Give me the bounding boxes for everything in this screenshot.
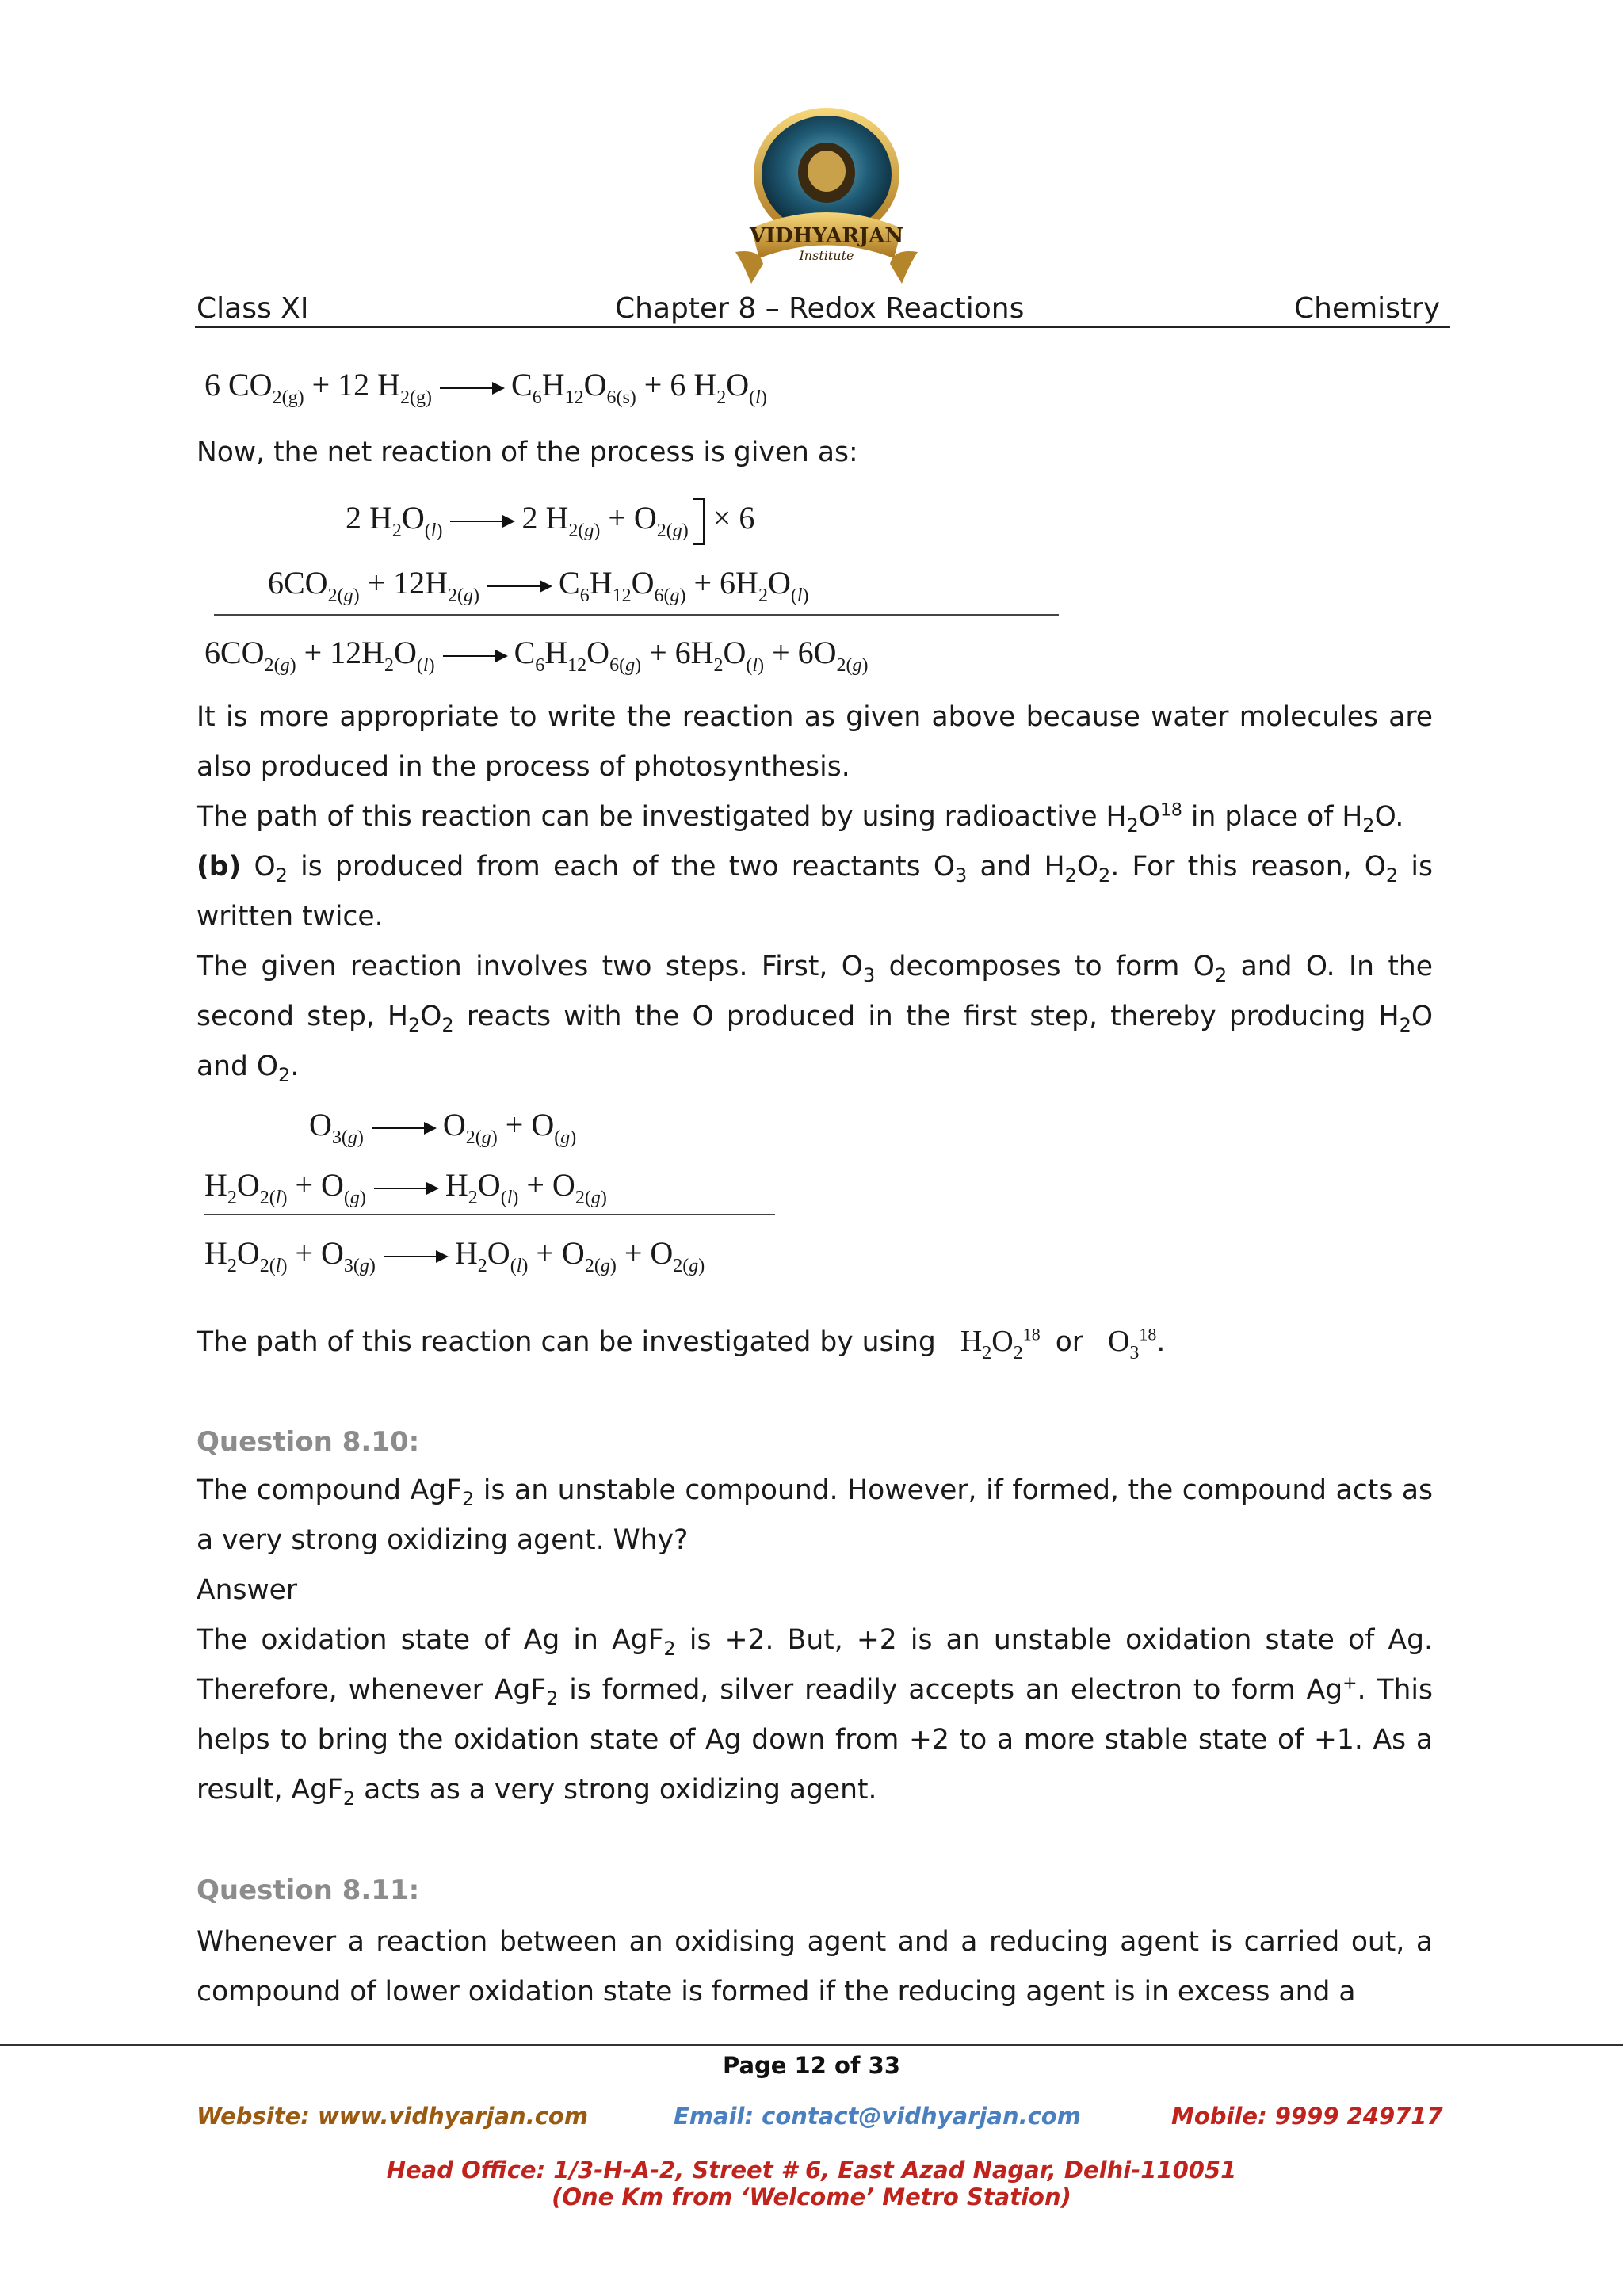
equation-photosynthesis-step: 6 $CO_{2(g)} + 12$ $H_{2(g)}$ $C_6H_{12}O_{6(s)} + 6$ $H_2O_{(l)}$	[204, 367, 767, 408]
question-8-11-title: Question 8.11:	[197, 1875, 420, 1906]
paragraph-radioactive-path: The path of this reaction can be investigated by using radioactive $H_2O^{18}$ in place of $H_2O$.	[197, 800, 1404, 837]
paragraph-explanation: It is more appropriate to write the reaction as given above because water molecules are also produced in the process of photosynthesis.	[197, 701, 1433, 783]
paragraph-path-investigate: The path of this reaction can be investigated by using $H_2O_2^{18}$ or $O_3^{18}$.	[197, 1324, 1166, 1363]
question-8-11-text: Whenever a reaction between an oxidising agent and a reducing agent is carried out, a compound of lower oxidation state is formed if the reducing agent is in excess and a	[197, 1926, 1433, 2008]
equation-net-photosynthesis: $6CO_{2(g)} + 12H_2O_{(l)}$ $C_6H_{12}O_{6(g)} + 6H_2O_{(l)} + 6O_{2(g)}$	[204, 635, 869, 676]
answer-8-10: The oxidation state of Ag in AgF$_2$ is +2. But, +2 is an unstable oxidation state of Ag. Therefore, whenever AgF$_2$ is formed, silver readily accepts an electron to form Ag+. This helps to bring the oxidation state of Ag down from +2 to a more stable state of +1. As a result, AgF$_2$ acts as a very strong oxidizing agent.	[197, 1624, 1433, 1810]
equation-ozone-decompose: $O_{3(g)}$ $O_{2(g)} + O_{(g)}$	[309, 1107, 577, 1148]
paragraph-part-b: (b) $O_2$ is produced from each of the two reactants $O_3$ and $H_2O_2$. For this reason, $O_2$ is written twice.	[197, 851, 1433, 933]
equation-water-split: 2 $H_2O_{(l)}$ 2 $H_{2(g)} + O_{2(g)} \times 6$	[346, 498, 754, 545]
svg-text:VIDHYARJAN: VIDHYARJAN	[749, 224, 904, 248]
footer-website[interactable]: Website: www.vidhyarjan.com	[197, 2103, 589, 2130]
svg-text:Institute: Institute	[799, 248, 854, 263]
equation-sum-line-2	[204, 1214, 775, 1215]
equation-glucose-formation: $6CO_{2(g)} + 12H_{2(g)}$ $C_6H_{12}O_{6(g)} + 6H_2O_{(l)}$	[268, 565, 809, 606]
answer-label: Answer	[197, 1574, 298, 1606]
equation-sum-line	[214, 614, 1059, 616]
footer-email[interactable]: Email: contact@vidhyarjan.com	[674, 2103, 1081, 2130]
footer-office: Head Office: 1/3-H-A-2, Street # 6, East Azad Nagar, Delhi-110051	[386, 2157, 1237, 2183]
paragraph-net-reaction: Now, the net reaction of the process is given as:	[197, 437, 858, 468]
header-divider	[195, 326, 1450, 328]
question-8-10-title: Question 8.10:	[197, 1426, 420, 1458]
page-number: Page 12 of 33	[722, 2052, 900, 2079]
footer-mobile: Mobile: 9999 249717	[1171, 2103, 1443, 2130]
equation-net-ozone: $H_2O_{2(l)} + O_{3(g)}$ $H_2O_{(l)} + O_{2(g)} + O_{2(g)}$	[204, 1235, 705, 1276]
footer-divider	[0, 2044, 1623, 2046]
header-subject: Chemistry	[1294, 292, 1441, 325]
question-8-10-text: The compound AgF$_2$ is an unstable compound. However, if formed, the compound acts as a very strong oxidizing agent. Why?	[197, 1474, 1433, 1556]
footer-office-note: (One Km from ‘Welcome’ Metro Station)	[552, 2183, 1071, 2210]
equation-peroxide-reaction: $H_2O_{2(l)} + O_{(g)}$ $H_2O_{(l)} + O_{2(g)}$	[204, 1167, 607, 1208]
vidhyarjan-logo	[727, 101, 926, 292]
header-chapter: Chapter 8 – Redox Reactions	[615, 292, 1025, 325]
header-class: Class XI	[197, 292, 309, 325]
paragraph-two-steps: The given reaction involves two steps. First, $O_3$ decomposes to form $O_2$ and O. In the second step, $H_2O_2$ reacts with the O produced in the first step, thereby producing $H_2O$ and $O_2$.	[197, 951, 1433, 1086]
